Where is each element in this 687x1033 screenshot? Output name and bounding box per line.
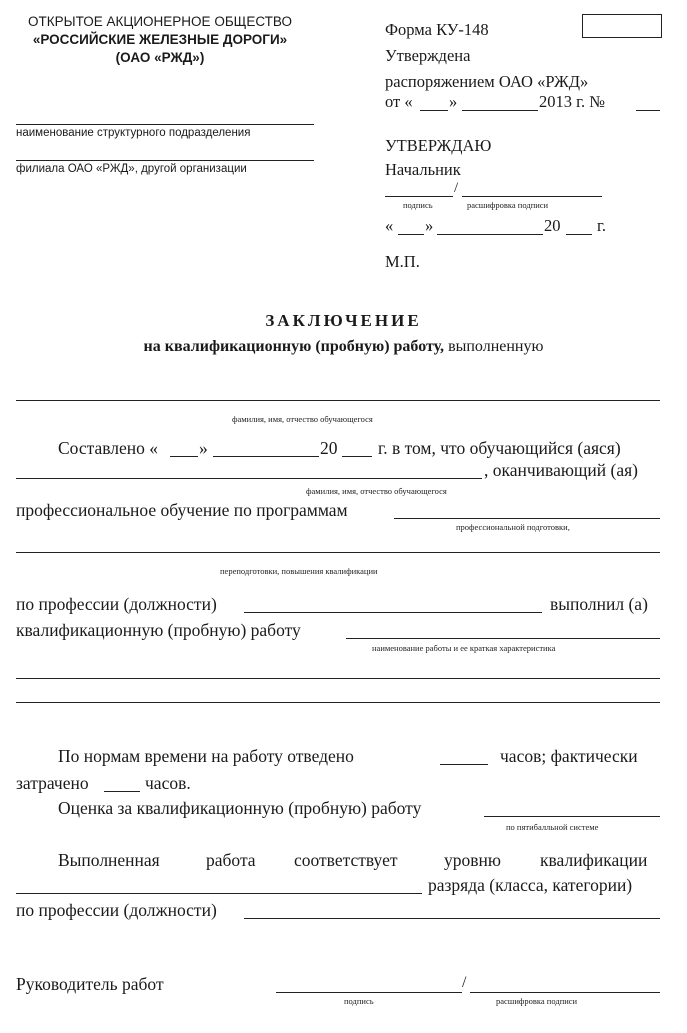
corresponds-word-4: уровню (444, 850, 501, 870)
compiled-year: 20 (320, 438, 338, 458)
category-label: разряда (класса, категории) (428, 875, 633, 895)
form-code-box (582, 14, 662, 38)
compiled-day-line (170, 456, 198, 457)
approve-slash: / (454, 180, 459, 196)
approve-title: УТВЕРЖДАЮ (385, 136, 492, 155)
profession-line (244, 612, 542, 613)
division-caption: наименование структурного подразделения (16, 127, 251, 139)
org-name-line3: (ОАО «РЖД») (115, 50, 205, 65)
approve-signature-caption: подпись (403, 200, 433, 210)
branch-line (16, 160, 314, 161)
fio-caption-2: фамилия, имя, отчество обучающегося (306, 486, 447, 496)
form-date-mid: » (449, 92, 458, 111)
compiled-year-line (342, 456, 372, 457)
qual-work-line (346, 638, 660, 639)
training-label: профессиональное обучение по программам (16, 500, 348, 520)
compiled-prefix: Составлено « (58, 438, 159, 458)
grade-line (484, 816, 660, 817)
approve-decode-caption: расшифровка подписи (467, 200, 549, 210)
fio-line (16, 400, 660, 401)
approve-decode-line (462, 196, 602, 197)
approve-day-line (398, 234, 424, 235)
manager-decode-line (470, 992, 660, 993)
document-subtitle (0, 338, 687, 356)
qual-work-label: квалификационную (пробную) работу (16, 620, 301, 640)
work-desc-line-1 (16, 678, 660, 679)
manager-signature-caption: подпись (344, 996, 374, 1006)
student-line (16, 478, 482, 479)
fio-caption: фамилия, имя, отчество обучающегося (232, 414, 373, 424)
manager-decode-caption: расшифровка подписи (496, 996, 578, 1006)
approve-position: Начальник (385, 160, 461, 179)
form-date-prefix: от « (385, 92, 413, 111)
compiled-month-line (213, 456, 319, 457)
hours-semi-label: часов; фактически (500, 746, 638, 766)
category-line (16, 893, 422, 894)
norms-label: По нормам времени на работу отведено (58, 746, 354, 766)
corresponds-word-1: Выполненная (58, 850, 160, 870)
compiled-mid: » (199, 438, 208, 458)
org-name-line1: ОТКРЫТОЕ АКЦИОНЕРНОЕ ОБЩЕСТВО (28, 14, 292, 29)
subtitle-normal: выполненную (448, 338, 544, 355)
completed-label: выполнил (а) (550, 594, 648, 614)
org-name-line2: «РОССИЙСКИЕ ЖЕЛЕЗНЫЕ ДОРОГИ» (32, 32, 288, 47)
corresponds-word-3: соответствует (294, 850, 398, 870)
manager-signature-line (276, 992, 462, 993)
form-approved: Утверждена (385, 46, 471, 65)
form-day-line (420, 110, 448, 111)
approve-date-close: » (425, 216, 434, 235)
approve-year-suffix: г. (597, 216, 607, 235)
form-month-line (462, 110, 538, 111)
profession-line-2 (244, 918, 660, 919)
profession-label-2: по профессии (должности) (16, 900, 217, 920)
approve-year-line (566, 234, 592, 235)
manager-label: Руководитель работ (16, 974, 164, 994)
branch-caption: филиала ОАО «РЖД», другой организации (16, 163, 247, 175)
compiled-suffix: г. в том, что обучающийся (аяся) (378, 438, 621, 458)
approve-signature-line (385, 196, 453, 197)
form-order: распоряжением ОАО «РЖД» (385, 72, 589, 91)
stamp-label: М.П. (385, 252, 420, 271)
retraining-line (16, 552, 660, 553)
manager-slash: / (462, 974, 467, 991)
document-title: ЗАКЛЮЧЕНИЕ (265, 311, 422, 330)
norms-hours-line (440, 764, 488, 765)
spent-label: затрачено (16, 773, 89, 793)
approve-year: 20 (544, 216, 561, 235)
subtitle-bold: на квалификационную (пробную) работу, (143, 338, 445, 355)
spent-hours-line (104, 791, 140, 792)
form-code: Форма КУ-148 (385, 20, 489, 39)
form-date-year: 2013 г. № (539, 92, 606, 111)
retraining-caption: переподготовки, повышения квалификации (220, 566, 378, 576)
training-line (394, 518, 660, 519)
approve-month-line (437, 234, 543, 235)
work-caption: наименование работы и ее краткая характеристика (372, 643, 556, 653)
grade-label: Оценка за квалификационную (пробную) работу (58, 798, 422, 818)
corresponds-word-5: квалификации (540, 850, 648, 870)
approve-date-open: « (385, 216, 394, 235)
division-line (16, 124, 314, 125)
finishing-label: , оканчивающий (ая) (484, 460, 638, 480)
corresponds-word-2: работа (206, 850, 256, 870)
grade-caption: по пятибалльной системе (506, 822, 599, 832)
profession-label: по профессии (должности) (16, 594, 217, 614)
hours-label: часов. (145, 773, 191, 793)
work-desc-line-2 (16, 702, 660, 703)
training-caption: профессиональной подготовки, (456, 522, 570, 532)
form-number-line (636, 110, 660, 111)
